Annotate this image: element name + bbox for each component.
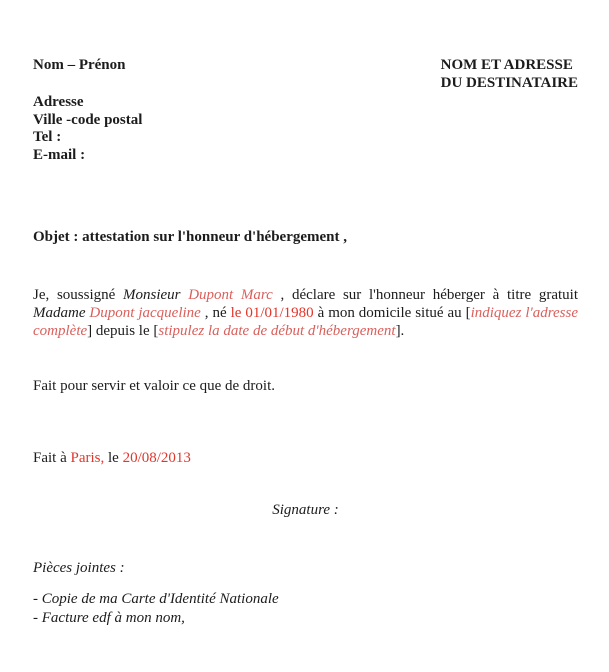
- body-segment: à mon domicile situé au [: [313, 305, 471, 321]
- dateline-city: Paris,: [70, 450, 105, 466]
- dateline-date: 20/08/2013: [122, 450, 191, 466]
- sender-address: [33, 94, 142, 164]
- closing-line: Fait pour servir et valoir ce que de droit.: [33, 378, 276, 394]
- body-segment: ].: [395, 323, 405, 339]
- dateline-segment: Fait à: [33, 450, 71, 466]
- letter-header: [33, 56, 578, 164]
- attachment-item: - Facture edf à mon nom,: [33, 610, 185, 626]
- body-segment: , né: [200, 305, 231, 321]
- sender-address-line: Tel :: [33, 129, 62, 145]
- attachment-item: - Copie de ma Carte d'Identité Nationale: [33, 591, 279, 607]
- signature-label: Signature :: [272, 502, 339, 518]
- body-segment-honorific: Madame: [33, 305, 90, 321]
- body-segment-honorific: Monsieur: [122, 287, 189, 303]
- body-segment-guest-name: Dupont jacqueline: [89, 305, 201, 321]
- dateline: [33, 449, 578, 467]
- body-segment: Je, soussigné: [33, 287, 123, 303]
- recipient-line: DU DESTINATAIRE: [440, 75, 578, 91]
- sender-block: [33, 56, 142, 164]
- sender-name: Nom – Prénon: [33, 57, 126, 73]
- body-segment: , déclare sur l'honneur héberger à titre gratuit: [272, 287, 578, 303]
- subject-line: Objet : attestation sur l'honneur d'hébergement ,: [33, 229, 348, 245]
- sender-address-line: Adresse: [33, 94, 84, 110]
- recipient-block: [441, 56, 578, 92]
- body-segment-address-placeholder: indiquez l'adresse complète: [33, 305, 578, 339]
- sender-address-line: E-mail :: [33, 146, 86, 163]
- body-segment-date-placeholder: stipulez la date de début d'hébergement: [158, 323, 396, 339]
- attachments-list: [33, 590, 578, 628]
- body-segment-host-name: Dupont Marc: [188, 287, 273, 303]
- body-segment-birthdate: le 01/01/1980: [230, 305, 314, 321]
- attachments-title: Pièces jointes :: [33, 560, 125, 576]
- dateline-segment: le: [104, 450, 123, 466]
- recipient-line: NOM ET ADRESSE: [440, 57, 573, 73]
- sender-address-line: Ville -code postal: [33, 111, 143, 128]
- body-paragraph: [33, 286, 578, 340]
- body-segment: ] depuis le [: [87, 323, 159, 339]
